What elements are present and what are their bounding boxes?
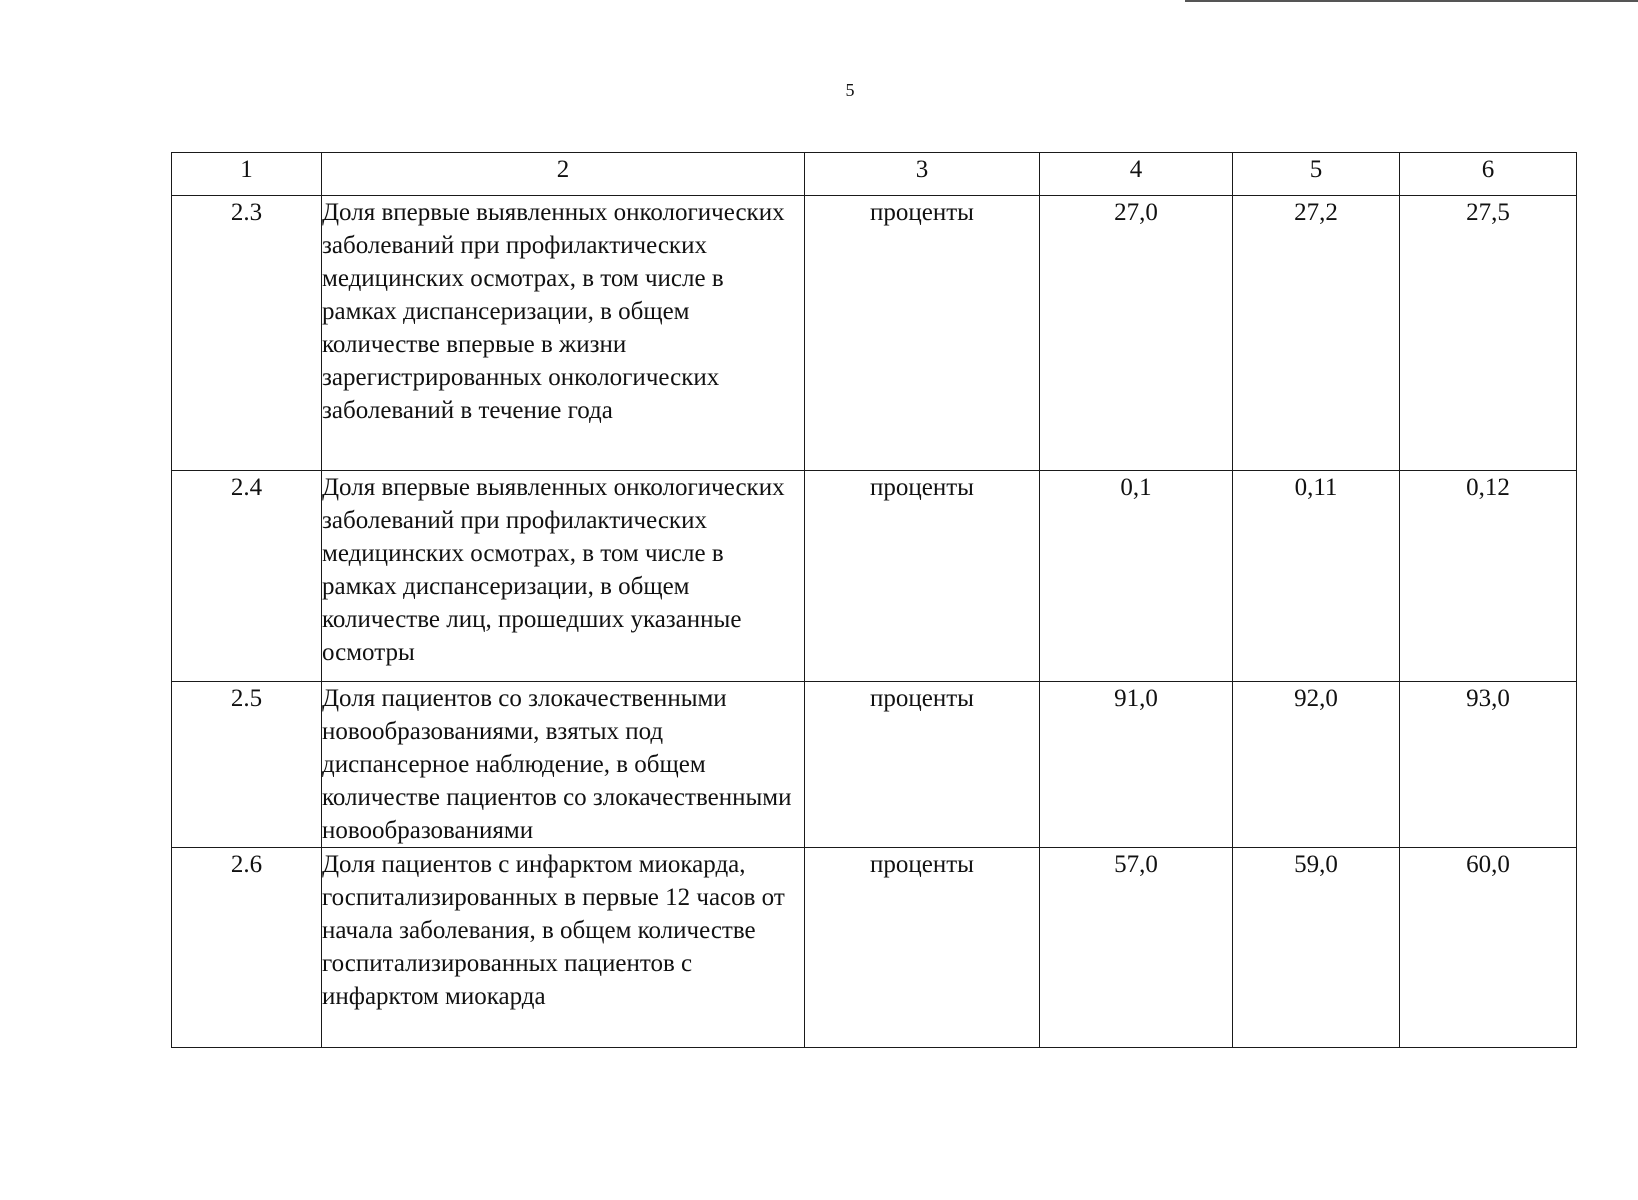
indicators-table (171, 152, 1577, 1048)
indicator-description: Доля пациентов с инфарктом миокарда, госпитализированных в первые 12 часов от начала заболевания, в общем количестве госпитализированных пациентов с инфарктом миокарда (322, 848, 805, 1048)
value-col-5: 92,0 (1233, 682, 1400, 848)
value-col-6: 60,0 (1400, 848, 1577, 1048)
value-col-5: 59,0 (1233, 848, 1400, 1048)
value-col-6: 0,12 (1400, 471, 1577, 682)
column-header: 2 (322, 153, 805, 196)
top-edge-rule (1185, 0, 1638, 2)
table-header-row (172, 153, 1577, 196)
value-col-5: 0,11 (1233, 471, 1400, 682)
row-number: 2.4 (172, 471, 322, 682)
column-header: 5 (1233, 153, 1400, 196)
indicator-description: Доля впервые выявленных онкологических заболеваний при профилактических медицинских осмотрах, в том числе в рамках диспансеризации, в общем количестве лиц, прошедших указанные осмотры (322, 471, 805, 682)
column-header: 1 (172, 153, 322, 196)
table-row (172, 682, 1577, 848)
row-number: 2.3 (172, 196, 322, 471)
row-number: 2.5 (172, 682, 322, 848)
value-col-6: 93,0 (1400, 682, 1577, 848)
column-header: 4 (1040, 153, 1233, 196)
page-number: 5 (845, 80, 855, 100)
value-col-4: 91,0 (1040, 682, 1233, 848)
indicator-description: Доля впервые выявленных онкологических заболеваний при профилактических медицинских осмотрах, в том числе в рамках диспансеризации, в общем количестве впервые в жизни зарегистрированных онкологических заболеваний в течение года (322, 196, 805, 471)
column-header: 6 (1400, 153, 1577, 196)
unit-cell: проценты (805, 471, 1040, 682)
unit-cell: проценты (805, 682, 1040, 848)
value-col-4: 27,0 (1040, 196, 1233, 471)
indicator-description: Доля пациентов со злокачественными новообразованиями, взятых под диспансерное наблюдение, в общем количестве пациентов со злокачественными новообразованиями (322, 682, 805, 848)
value-col-4: 57,0 (1040, 848, 1233, 1048)
unit-cell: проценты (805, 848, 1040, 1048)
table-row (172, 196, 1577, 471)
row-number: 2.6 (172, 848, 322, 1048)
value-col-4: 0,1 (1040, 471, 1233, 682)
unit-cell: проценты (805, 196, 1040, 471)
value-col-5: 27,2 (1233, 196, 1400, 471)
table-row (172, 848, 1577, 1048)
column-header: 3 (805, 153, 1040, 196)
value-col-6: 27,5 (1400, 196, 1577, 471)
table-row (172, 471, 1577, 682)
